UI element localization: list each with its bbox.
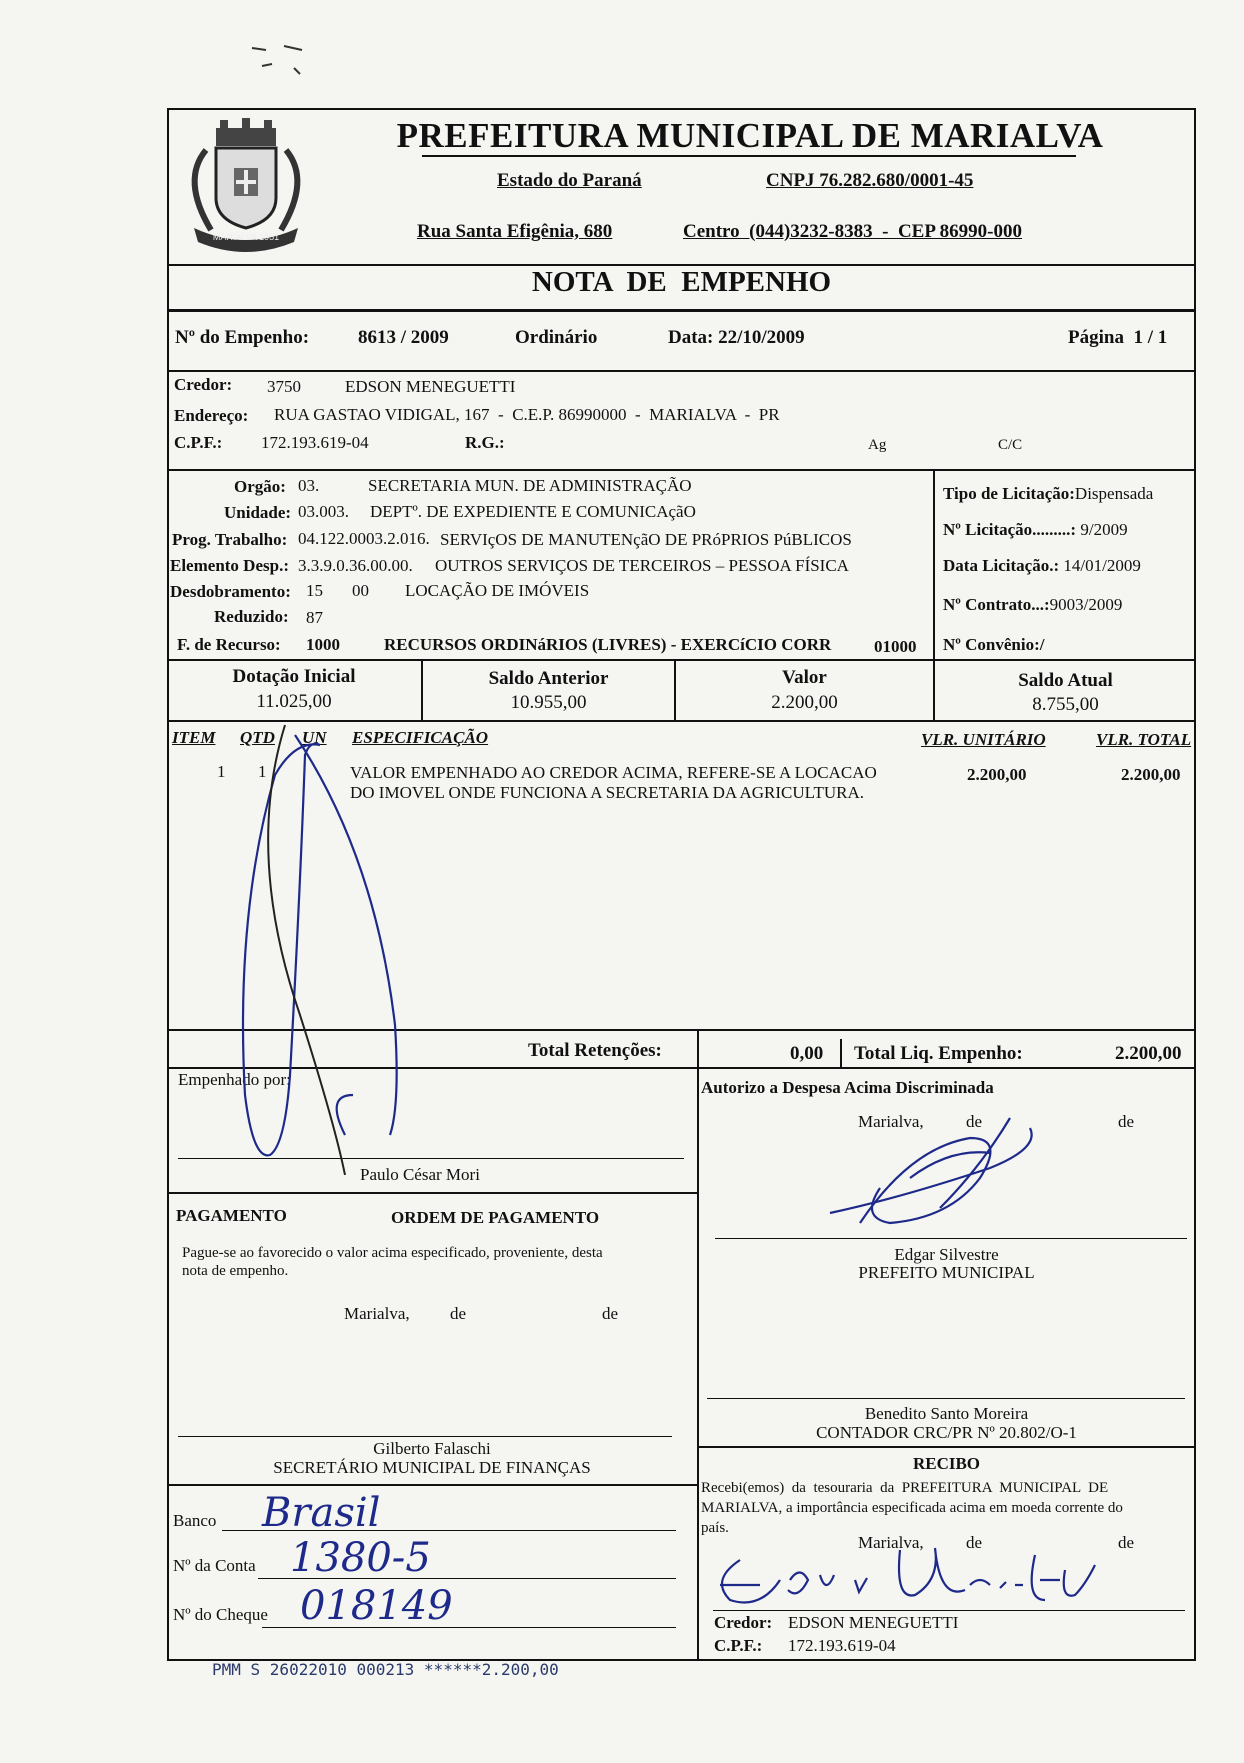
- reduzido-label: Reduzido:: [214, 607, 289, 626]
- unidade-name: DEPTº. DE EXPEDIENTE E COMUNICAçãO: [370, 502, 696, 521]
- saldo-atual-label: Saldo Atual: [1018, 670, 1113, 691]
- convenio: Nº Convênio:/: [943, 635, 1045, 654]
- cheque-label: Nº do Cheque: [173, 1605, 268, 1624]
- contador-role: CONTADOR CRC/PR Nº 20.802/O-1: [816, 1423, 1077, 1442]
- orgao-code: 03.: [298, 476, 320, 495]
- empenho-number-label: Nº do Empenho:: [175, 327, 310, 348]
- prefeito-signature: [820, 1108, 1070, 1238]
- contador-name: Benedito Santo Moreira: [864, 1404, 1029, 1423]
- pagamento-de2: de: [602, 1304, 619, 1323]
- credor-cpf: 172.193.619-04: [261, 433, 369, 452]
- pagamento-label: PAGAMENTO: [176, 1206, 287, 1225]
- desdobramento-code: 15: [306, 581, 323, 600]
- recibo-de1: de: [966, 1533, 983, 1552]
- document-title: NOTA DE EMPENHO: [531, 266, 832, 298]
- col-especificacao: ESPECIFICAÇÃO: [352, 728, 489, 747]
- secretario-role: SECRETÁRIO MUNICIPAL DE FINANÇAS: [273, 1458, 591, 1477]
- retencoes-value: 0,00: [790, 1043, 824, 1064]
- cheque-value[interactable]: 018149: [300, 1583, 453, 1629]
- credor-code: 3750: [267, 377, 301, 396]
- scan-marks: [232, 38, 342, 88]
- licitacao-date: Data Licitação.: 14/01/2009: [943, 556, 1141, 575]
- col-vlr-unitario: VLR. UNITÁRIO: [921, 730, 1046, 749]
- elemento-name: OUTROS SERVIÇOS DE TERCEIROS – PESSOA FÍSICA: [435, 556, 849, 575]
- pagamento-de1: de: [450, 1304, 467, 1323]
- valor-value: 2.200,00: [771, 692, 838, 713]
- credor-name: EDSON MENEGUETTI: [345, 377, 516, 396]
- prog-code: 04.122.0003.2.016.: [298, 529, 430, 548]
- cpf-label: C.P.F.:: [174, 433, 223, 452]
- conta-value[interactable]: 1380-5: [290, 1535, 431, 1581]
- recurso-code: 1000: [306, 635, 340, 654]
- address-label: Endereço:: [174, 406, 249, 425]
- retencoes-label: Total Retenções:: [528, 1040, 662, 1061]
- empenho-date: Data: 22/10/2009: [668, 327, 805, 348]
- desdobramento-name: LOCAÇÃO DE IMÓVEIS: [405, 581, 590, 600]
- autorizo-de1: de: [966, 1112, 983, 1131]
- prog-label: Prog. Trabalho:: [172, 530, 288, 549]
- col-un: UN: [302, 728, 327, 747]
- pagamento-city: Marialva,: [344, 1304, 410, 1323]
- saldo-anterior-value: 10.955,00: [510, 692, 587, 713]
- item-unit-value: 2.200,00: [967, 765, 1027, 784]
- rg-label: R.G.:: [465, 433, 505, 452]
- pagamento-text2: nota de empenho.: [182, 1263, 289, 1279]
- empenhado-signature: [225, 715, 415, 1175]
- orgao-name: SECRETARIA MUN. DE ADMINISTRAÇÃO: [368, 476, 692, 495]
- col-vlr-total: VLR. TOTAL: [1096, 730, 1192, 749]
- banco-label: Banco: [173, 1511, 217, 1530]
- desdobramento-label: Desdobramento:: [170, 582, 291, 601]
- item-number: 1: [217, 762, 226, 781]
- recibo-title: RECIBO: [912, 1454, 981, 1473]
- bank-stamp: PMM S 26022010 000213 ******2.200,00: [212, 1660, 559, 1679]
- cnpj: CNPJ 76.282.680/0001-45: [766, 170, 974, 191]
- recurso-sub: 01000: [874, 637, 917, 656]
- recurso-name: RECURSOS ORDINáRIOS (LIVRES) - EXERCíCIO CORR: [384, 635, 832, 654]
- recibo-text3: país.: [701, 1520, 729, 1536]
- ag-label: Ag: [868, 437, 887, 453]
- cc-label: C/C: [998, 437, 1023, 453]
- page-number: Página 1 / 1: [1068, 327, 1168, 348]
- saldo-atual-value: 8.755,00: [1032, 694, 1099, 715]
- orgao-label: Orgão:: [234, 477, 286, 496]
- recibo-text2: MARIALVA, a importância especificada acima em moeda corrente do: [701, 1500, 1123, 1516]
- liquido-value: 2.200,00: [1115, 1043, 1182, 1064]
- contrato-number: Nº Contrato...:9003/2009: [943, 595, 1123, 614]
- empenhado-name: Paulo César Mori: [360, 1165, 480, 1184]
- autorizo-title: Autorizo a Despesa Acima Discriminada: [701, 1078, 994, 1097]
- autorizo-city: Marialva,: [858, 1112, 924, 1131]
- col-item: ITEM: [172, 728, 216, 747]
- address: Rua Santa Efigênia, 680: [417, 221, 613, 242]
- empenhado-label: Empenhado por:: [178, 1070, 291, 1089]
- empenho-type: Ordinário: [515, 327, 598, 348]
- contact: Centro (044)3232-8383 - CEP 86990-000: [683, 221, 1022, 242]
- svg-text:MARIALVA 1951: MARIALVA 1951: [212, 232, 280, 242]
- licitacao-number: Nº Licitação.........: 9/2009: [943, 520, 1128, 539]
- recibo-credor-label: Credor:: [714, 1613, 773, 1632]
- autorizo-de2: de: [1118, 1112, 1135, 1131]
- item-desc-line2: DO IMOVEL ONDE FUNCIONA A SECRETARIA DA AGRICULTURA.: [350, 783, 865, 802]
- item-desc-line1: VALOR EMPENHADO AO CREDOR ACIMA, REFERE-SE A LOCACAO: [350, 763, 877, 782]
- col-qtd: QTD: [240, 728, 275, 747]
- conta-label: Nº da Conta: [173, 1556, 256, 1575]
- prefeito-role: PREFEITO MUNICIPAL: [858, 1263, 1035, 1282]
- credor-address: RUA GASTAO VIDIGAL, 167 - C.E.P. 86990000 - MARIALVA - PR: [274, 405, 780, 424]
- prefeito-name: Edgar Silvestre: [894, 1245, 999, 1264]
- recurso-label: F. de Recurso:: [177, 635, 281, 654]
- liquido-label: Total Liq. Empenho:: [854, 1043, 1023, 1064]
- recibo-cpf-label: C.P.F.:: [714, 1636, 763, 1655]
- unidade-label: Unidade:: [224, 503, 292, 522]
- ordem-pagamento: ORDEM DE PAGAMENTO: [391, 1208, 600, 1227]
- municipal-crest-icon: [176, 110, 316, 260]
- item-qtd: 1: [258, 762, 267, 781]
- page-title: PREFEITURA MUNICIPAL DE MARIALVA: [396, 116, 1104, 155]
- secretario-name: Gilberto Falaschi: [373, 1439, 491, 1458]
- pagamento-text1: Pague-se ao favorecido o valor acima especificado, proveniente, desta: [182, 1245, 603, 1261]
- recibo-city: Marialva,: [858, 1533, 924, 1552]
- elemento-code: 3.3.9.0.36.00.00.: [298, 556, 413, 575]
- dotacao-label: Dotação Inicial: [232, 666, 356, 687]
- elemento-label: Elemento Desp.:: [170, 556, 289, 575]
- prog-name: SERVIçOS DE MANUTENçãO DE PRóPRIOS PúBLICOS: [440, 530, 852, 549]
- state-name: Estado do Paraná: [497, 170, 642, 191]
- recibo-de2: de: [1118, 1533, 1135, 1552]
- unidade-code: 03.003.: [298, 502, 349, 521]
- saldo-anterior-label: Saldo Anterior: [488, 668, 609, 689]
- licitacao-type: Tipo de Licitação:Dispensada: [943, 484, 1154, 503]
- recibo-text1: Recebi(emos) da tesouraria da PREFEITURA MUNICIPAL DE: [701, 1480, 1109, 1496]
- recibo-cpf-value: 172.193.619-04: [788, 1636, 896, 1655]
- credor-label: Credor:: [174, 375, 233, 394]
- empenho-number: 8613 / 2009: [358, 327, 449, 348]
- desdobramento-sub: 00: [352, 581, 369, 600]
- recibo-credor-value: EDSON MENEGUETTI: [788, 1613, 959, 1632]
- item-total-value: 2.200,00: [1121, 765, 1181, 784]
- reduzido-value: 87: [306, 608, 323, 627]
- banco-value[interactable]: Brasil: [262, 1490, 381, 1536]
- valor-label: Valor: [782, 667, 827, 688]
- dotacao-value: 11.025,00: [256, 691, 332, 712]
- credor-signature: [700, 1540, 1120, 1630]
